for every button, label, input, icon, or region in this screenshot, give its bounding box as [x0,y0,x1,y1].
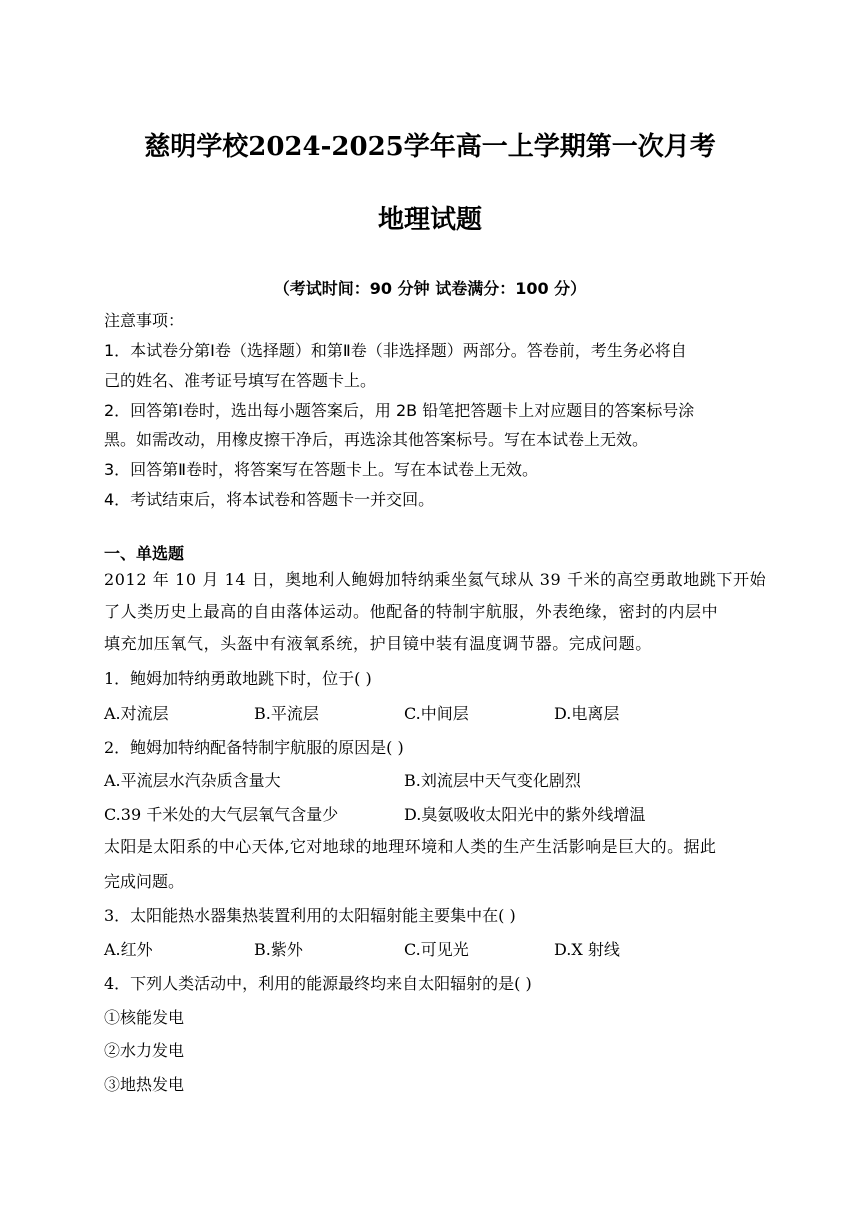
notice-line: 1．本试卷分第Ⅰ卷（选择题）和第Ⅱ卷（非选择题）两部分。答卷前，考生务必将自 [104,341,687,360]
passage-line: 填充加压氧气，头盔中有液氧系统，护目镜中装有温度调节器。完成问题。 [104,634,652,653]
choice-item: ③地热发电 [104,1075,185,1094]
notice-line: 4．考试结束后，将本试卷和答题卡一并交回。 [104,490,435,509]
passage-line: 了人类历史上最高的自由落体运动。他配备的特制宇航服，外表绝缘，密封的内层中 [104,602,719,621]
notice-heading: 注意事项： [104,311,185,330]
passage-line: 太阳是太阳系的中心天体,它对地球的地理环境和人类的生产生活影响是巨大的。据此 [104,837,717,856]
passage-line: 2012 年 10 月 14 日，奥地利人鲍姆加特纳乘坐氦气球从 39 千米的高空勇敢地跳下开始 [104,570,767,589]
option-b: B.紫外 [254,940,303,959]
notice-line: 3．回答第Ⅱ卷时，将答案写在答题卡上。写在本试卷上无效。 [104,460,539,479]
question-stem: 1．鲍姆加特纳勇敢地跳下时，位于( ) [104,669,372,688]
option-c: C.39 千米处的大气层氧气含量少 [104,805,339,824]
option-d: D.电离层 [554,704,620,723]
option-d: D.臭氨吸收太阳光中的紫外线增温 [404,805,646,824]
question-stem: 2．鲍姆加特纳配备特制宇航服的原因是( ) [104,738,404,757]
notice-line: 己的姓名、准考证号填写在答题卡上。 [104,371,377,390]
option-b: B.刘流层中天气变化剧烈 [404,771,581,790]
choice-item: ②水力发电 [104,1041,185,1060]
question-stem: 3．太阳能热水器集热装置利用的太阳辐射能主要集中在( ) [104,906,516,925]
option-b: B.平流层 [254,704,319,723]
section-heading: 一、单选题 [104,544,185,563]
option-a: A.红外 [104,940,153,959]
choice-item: ①核能发电 [104,1008,185,1027]
option-d: D.X 射线 [554,940,620,959]
notice-line: 黑。如需改动，用橡皮擦干净后，再选涂其他答案标号。写在本试卷上无效。 [104,430,649,449]
option-a: A.平流层水汽杂质含量大 [104,771,281,790]
passage-line: 完成问题。 [104,872,185,891]
option-a: A.对流层 [104,704,169,723]
notice-line: 2．回答第Ⅰ卷时，选出每小题答案后，用 2B 铅笔把答题卡上对应题目的答案标号涂 [104,401,695,420]
question-stem: 4．下列人类活动中，利用的能源最终均来自太阳辐射的是( ) [104,974,532,993]
exam-subtitle: 地理试题 [377,205,482,235]
option-c: C.可见光 [404,940,469,959]
option-c: C.中间层 [404,704,469,723]
exam-info: （考试时间：90 分钟 试卷满分：100 分） [273,279,587,298]
exam-title: 慈明学校2024-2025学年高一上学期第一次月考 [144,132,716,162]
